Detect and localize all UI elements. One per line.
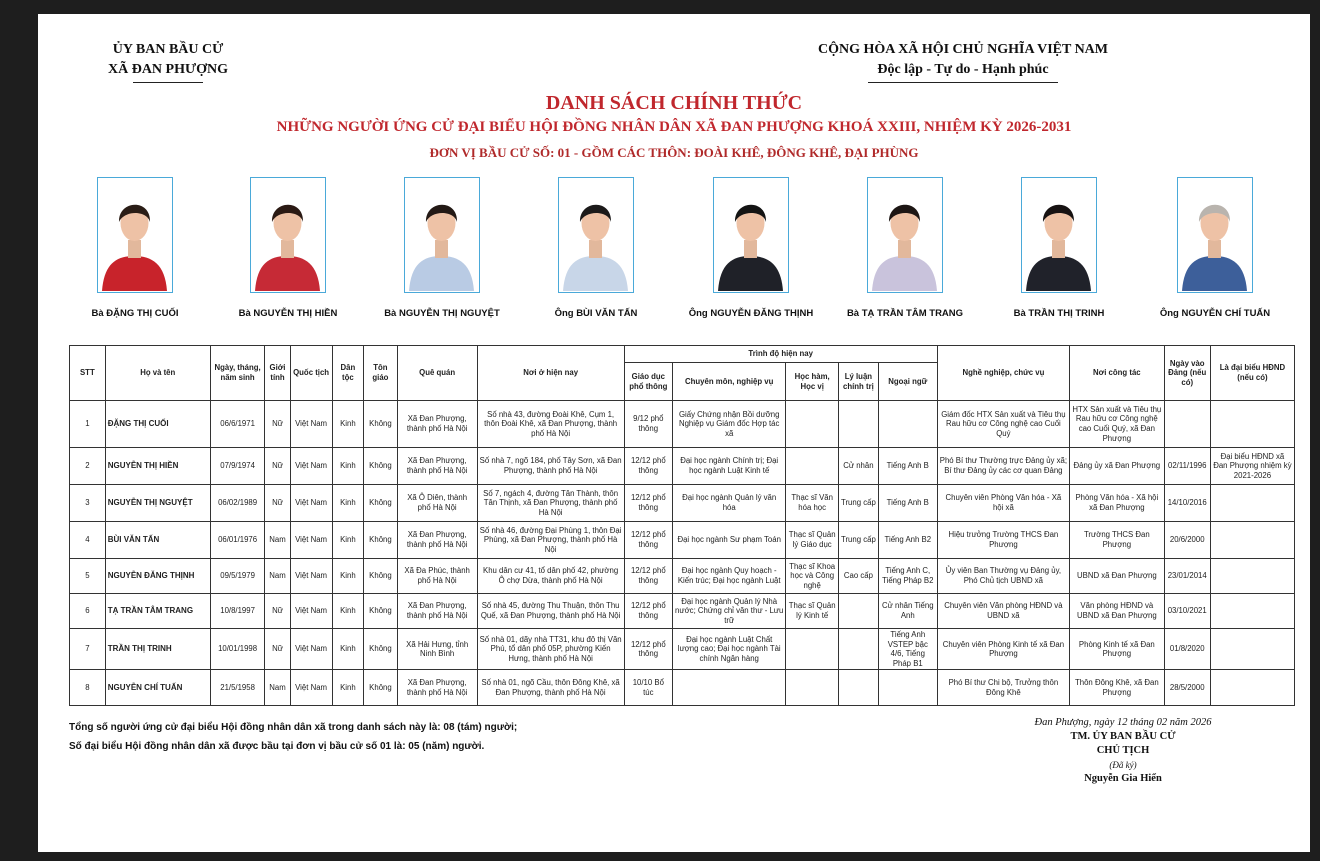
candidate-photo bbox=[1021, 177, 1097, 293]
th-party-date: Ngày vào Đảng (nếu có) bbox=[1164, 346, 1210, 401]
cell-job: Phó Bí thư Thường trực Đảng ủy xã; Bí thư Đảng ủy các cơ quan Đảng bbox=[937, 448, 1069, 485]
cell-gender: Nam bbox=[265, 559, 290, 594]
signer-title-1: TM. ỦY BAN BẦU CỬ bbox=[1070, 731, 1176, 742]
cell-party-date: 23/01/2014 bbox=[1164, 559, 1210, 594]
cell-party-date: 03/10/2021 bbox=[1164, 594, 1210, 629]
table-row bbox=[70, 448, 1295, 485]
th-name: Họ và tên bbox=[105, 346, 210, 401]
cell-residence: Số nhà 01, dãy nhà TT31, khu đô thị Văn Phú, tổ dân phố 05P, phường Kiến Hưng, thành phố Hà Nội bbox=[477, 629, 624, 670]
cell-religion: Không bbox=[364, 594, 398, 629]
cell-general-edu: 10/10 Bổ túc bbox=[624, 670, 672, 706]
candidate-photo bbox=[250, 177, 326, 293]
cell-party-date: 20/6/2000 bbox=[1164, 522, 1210, 559]
cell-general-edu: 12/12 phổ thông bbox=[624, 594, 672, 629]
cell-political: Cử nhân bbox=[838, 448, 878, 485]
cell-specialty bbox=[672, 670, 785, 706]
th-education-group: Trình độ hiện nay bbox=[624, 346, 937, 363]
cell-specialty: Đại học ngành Sư phạm Toán bbox=[672, 522, 785, 559]
cell-stt: 5 bbox=[70, 559, 106, 594]
cell-job: Chuyên viên Văn phòng HĐND và UBND xã bbox=[937, 594, 1069, 629]
issuer-line-2: XÃ ĐAN PHƯỢNG bbox=[107, 62, 229, 77]
candidate-photo bbox=[404, 177, 480, 293]
cell-nationality: Việt Nam bbox=[290, 594, 332, 629]
seats-note: Số đại biểu Hội đồng nhân dân xã được bầu tại đơn vị bầu cử số 01 là: 05 (năm) người. bbox=[69, 741, 485, 752]
cell-hometown: Xã Hải Hưng, tỉnh Ninh Bình bbox=[397, 629, 477, 670]
cell-nationality: Việt Nam bbox=[290, 629, 332, 670]
th-dob: Ngày, tháng, năm sinh bbox=[210, 346, 265, 401]
candidate-card bbox=[1140, 177, 1290, 319]
cell-dob: 21/5/1958 bbox=[210, 670, 265, 706]
cell-dob: 10/01/1998 bbox=[210, 629, 265, 670]
cell-ethnicity: Kinh bbox=[332, 594, 364, 629]
candidate-caption: Bà TẠ TRẦN TÂM TRANG bbox=[846, 308, 964, 319]
issuer-underline bbox=[133, 82, 203, 83]
candidate-card bbox=[367, 177, 517, 319]
cell-delegate bbox=[1210, 594, 1294, 629]
th-specialty: Chuyên môn, nghiệp vụ bbox=[672, 363, 785, 401]
document-subtitle: NHỮNG NGƯỜI ỨNG CỬ ĐẠI BIỂU HỘI ĐỒNG NHÂN DÂN XÃ ĐAN PHƯỢNG KHOÁ XXIII, NHIỆM KỲ 2026-2031 bbox=[276, 119, 1072, 135]
signer-name: Nguyễn Gia Hiển bbox=[1084, 773, 1162, 784]
cell-nationality: Việt Nam bbox=[290, 559, 332, 594]
electoral-unit: ĐƠN VỊ BẦU CỬ SỐ: 01 - GỒM CÁC THÔN: ĐOÀI KHÊ, ĐÔNG KHÊ, ĐẠI PHÙNG bbox=[429, 145, 919, 160]
cell-general-edu: 12/12 phổ thông bbox=[624, 559, 672, 594]
cell-stt: 1 bbox=[70, 401, 106, 448]
cell-degree: Thạc sĩ Quản lý Giáo dục bbox=[786, 522, 839, 559]
cell-degree: Thạc sĩ Quản lý Kinh tế bbox=[786, 594, 839, 629]
cell-residence: Số nhà 01, ngõ Cầu, thôn Đông Khê, xã Đan Phượng, thành phố Hà Nội bbox=[477, 670, 624, 706]
th-language: Ngoại ngữ bbox=[878, 363, 937, 401]
place-date: Đan Phượng, ngày 12 tháng 02 năm 2026 bbox=[1034, 717, 1212, 728]
cell-language: Tiếng Anh B bbox=[878, 485, 937, 522]
cell-job: Giám đốc HTX Sản xuất và Tiêu thụ Rau hữu cơ Công nghệ cao Cuối Quý bbox=[937, 401, 1069, 448]
cell-hometown: Xã Đan Phượng, thành phố Hà Nội bbox=[397, 522, 477, 559]
cell-hometown: Xã Đan Phượng, thành phố Hà Nội bbox=[397, 670, 477, 706]
cell-residence: Số nhà 7, ngõ 184, phố Tây Sơn, xã Đan Phượng, thành phố Hà Nội bbox=[477, 448, 624, 485]
cell-name: NGUYỄN ĐĂNG THỊNH bbox=[105, 559, 210, 594]
cell-political: Trung cấp bbox=[838, 485, 878, 522]
cell-gender: Nữ bbox=[265, 629, 290, 670]
cell-political bbox=[838, 594, 878, 629]
cell-residence: Số nhà 45, đường Thu Thuận, thôn Thu Quế, xã Đan Phượng, thành phố Hà Nội bbox=[477, 594, 624, 629]
candidate-card bbox=[521, 177, 671, 319]
cell-degree bbox=[786, 448, 839, 485]
cell-general-edu: 12/12 phổ thông bbox=[624, 485, 672, 522]
cell-political bbox=[838, 629, 878, 670]
cell-specialty: Đại học ngành Quản lý văn hóa bbox=[672, 485, 785, 522]
cell-name: TRẦN THỊ TRINH bbox=[105, 629, 210, 670]
cell-party-date: 01/8/2020 bbox=[1164, 629, 1210, 670]
cell-political: Trung cấp bbox=[838, 522, 878, 559]
table-row bbox=[70, 401, 1295, 448]
cell-gender: Nữ bbox=[265, 485, 290, 522]
cell-general-edu: 12/12 phổ thông bbox=[624, 448, 672, 485]
cell-workplace: Văn phòng HĐND và UBND xã Đan Phượng bbox=[1070, 594, 1165, 629]
cell-dob: 06/01/1976 bbox=[210, 522, 265, 559]
cell-general-edu: 9/12 phổ thông bbox=[624, 401, 672, 448]
cell-workplace: UBND xã Đan Phượng bbox=[1070, 559, 1165, 594]
candidate-caption: Bà NGUYỄN THỊ HIỀN bbox=[238, 308, 338, 319]
cell-hometown: Xã Đan Phượng, thành phố Hà Nội bbox=[397, 448, 477, 485]
cell-nationality: Việt Nam bbox=[290, 522, 332, 559]
cell-gender: Nam bbox=[265, 522, 290, 559]
candidate-caption: Bà ĐẶNG THỊ CUỐI bbox=[91, 308, 179, 319]
cell-job: Chuyên viên Phòng Kinh tế xã Đan Phượng bbox=[937, 629, 1069, 670]
cell-ethnicity: Kinh bbox=[332, 485, 364, 522]
cell-ethnicity: Kinh bbox=[332, 522, 364, 559]
cell-religion: Không bbox=[364, 670, 398, 706]
candidate-table bbox=[69, 345, 1295, 706]
cell-language: Tiếng Anh B bbox=[878, 448, 937, 485]
candidate-card bbox=[830, 177, 980, 319]
table-row bbox=[70, 485, 1295, 522]
cell-job: Phó Bí thư Chi bộ, Trưởng thôn Đông Khê bbox=[937, 670, 1069, 706]
cell-political bbox=[838, 401, 878, 448]
table-row bbox=[70, 522, 1295, 559]
cell-delegate bbox=[1210, 401, 1294, 448]
national-header bbox=[798, 40, 1128, 83]
table-row bbox=[70, 559, 1295, 594]
cell-dob: 10/8/1997 bbox=[210, 594, 265, 629]
cell-political bbox=[838, 670, 878, 706]
cell-hometown: Xã Đan Phượng, thành phố Hà Nội bbox=[397, 594, 477, 629]
cell-language: Cử nhân Tiếng Anh bbox=[878, 594, 937, 629]
cell-specialty: Đại học ngành Quản lý Nhà nước; Chứng chỉ văn thư - Lưu trữ bbox=[672, 594, 785, 629]
cell-delegate bbox=[1210, 670, 1294, 706]
cell-dob: 09/5/1979 bbox=[210, 559, 265, 594]
cell-language bbox=[878, 670, 937, 706]
signed-note: (Đã ký) bbox=[1109, 760, 1137, 770]
th-ethnicity: Dân tộc bbox=[332, 346, 364, 401]
summary-notes bbox=[69, 718, 517, 756]
cell-language: Tiếng Anh C, Tiếng Pháp B2 bbox=[878, 559, 937, 594]
th-job: Nghề nghiệp, chức vụ bbox=[937, 346, 1069, 401]
candidate-photo bbox=[97, 177, 173, 293]
cell-name: ĐẶNG THỊ CUỐI bbox=[105, 401, 210, 448]
cell-residence: Số nhà 43, đường Đoài Khê, Cụm 1, thôn Đoài Khê, xã Đan Phượng, thành phố Hà Nội bbox=[477, 401, 624, 448]
candidate-photo bbox=[713, 177, 789, 293]
cell-stt: 6 bbox=[70, 594, 106, 629]
cell-workplace: Trường THCS Đan Phượng bbox=[1070, 522, 1165, 559]
cell-religion: Không bbox=[364, 629, 398, 670]
total-candidates-note: Tổng số người ứng cử đại biểu Hội đồng nhân dân xã trong danh sách này là: 08 (tám) người; bbox=[69, 722, 518, 733]
cell-nationality: Việt Nam bbox=[290, 448, 332, 485]
cell-religion: Không bbox=[364, 448, 398, 485]
cell-degree: Thạc sĩ Khoa học và Công nghệ bbox=[786, 559, 839, 594]
cell-dob: 07/9/1974 bbox=[210, 448, 265, 485]
cell-stt: 3 bbox=[70, 485, 106, 522]
cell-gender: Nữ bbox=[265, 594, 290, 629]
cell-residence: Số 7, ngách 4, đường Tân Thành, thôn Tân Thịnh, xã Đan Phượng, thành phố Hà Nội bbox=[477, 485, 624, 522]
cell-religion: Không bbox=[364, 522, 398, 559]
candidate-card bbox=[60, 177, 210, 319]
th-stt: STT bbox=[70, 346, 106, 401]
cell-delegate bbox=[1210, 485, 1294, 522]
cell-ethnicity: Kinh bbox=[332, 401, 364, 448]
cell-gender: Nữ bbox=[265, 401, 290, 448]
motto-underline bbox=[868, 82, 1058, 83]
cell-workplace: HTX Sản xuất và Tiêu thụ Rau hữu cơ Công nghệ cao Cuối Quý, xã Đan Phượng bbox=[1070, 401, 1165, 448]
cell-name: NGUYỄN CHÍ TUẤN bbox=[105, 670, 210, 706]
th-religion: Tôn giáo bbox=[364, 346, 398, 401]
candidate-photo bbox=[558, 177, 634, 293]
candidate-caption: Ông BÙI VĂN TẤN bbox=[554, 308, 638, 319]
national-title: CỘNG HÒA XÃ HỘI CHỦ NGHĨA VIỆT NAM bbox=[817, 42, 1108, 57]
table-row bbox=[70, 594, 1295, 629]
cell-hometown: Xã Đa Phúc, thành phố Hà Nội bbox=[397, 559, 477, 594]
cell-stt: 8 bbox=[70, 670, 106, 706]
cell-workplace: Phòng Kinh tế xã Đan Phượng bbox=[1070, 629, 1165, 670]
cell-delegate: Đại biểu HĐND xã Đan Phượng nhiệm kỳ 2021-2026 bbox=[1210, 448, 1294, 485]
candidate-caption: Ông NGUYỄN ĐĂNG THỊNH bbox=[688, 308, 814, 319]
cell-party-date: 28/5/2000 bbox=[1164, 670, 1210, 706]
cell-stt: 4 bbox=[70, 522, 106, 559]
cell-degree bbox=[786, 629, 839, 670]
cell-language: Tiếng Anh VSTEP bậc 4/6, Tiếng Pháp B1 bbox=[878, 629, 937, 670]
national-motto: Độc lập - Tự do - Hạnh phúc bbox=[877, 62, 1049, 77]
issuer-header bbox=[98, 40, 238, 83]
th-general-edu: Giáo dục phổ thông bbox=[624, 363, 672, 401]
cell-degree bbox=[786, 401, 839, 448]
candidate-card bbox=[213, 177, 363, 319]
th-political: Lý luận chính trị bbox=[838, 363, 878, 401]
cell-dob: 06/6/1971 bbox=[210, 401, 265, 448]
candidate-caption: Bà NGUYỄN THỊ NGUYỆT bbox=[384, 308, 500, 319]
cell-political: Cao cấp bbox=[838, 559, 878, 594]
cell-general-edu: 12/12 phổ thông bbox=[624, 629, 672, 670]
issuer-line-1: ỦY BAN BẦU CỬ bbox=[112, 42, 224, 57]
th-degree: Học hàm, Học vị bbox=[786, 363, 839, 401]
candidate-photo bbox=[867, 177, 943, 293]
th-residence: Nơi ở hiện nay bbox=[477, 346, 624, 401]
cell-degree: Thạc sĩ Văn hóa học bbox=[786, 485, 839, 522]
candidate-caption: Ông NGUYỄN CHÍ TUẤN bbox=[1159, 308, 1271, 319]
candidate-photo bbox=[1177, 177, 1253, 293]
cell-job: Hiệu trưởng Trường THCS Đan Phượng bbox=[937, 522, 1069, 559]
th-hometown: Quê quán bbox=[397, 346, 477, 401]
th-nationality: Quốc tịch bbox=[290, 346, 332, 401]
candidate-card bbox=[984, 177, 1134, 319]
cell-workplace: Phòng Văn hóa - Xã hội xã Đan Phượng bbox=[1070, 485, 1165, 522]
th-gender: Giới tính bbox=[265, 346, 290, 401]
cell-job: Ủy viên Ban Thường vụ Đảng ủy, Phó Chủ tịch UBND xã bbox=[937, 559, 1069, 594]
cell-name: BÙI VĂN TẤN bbox=[105, 522, 210, 559]
cell-stt: 2 bbox=[70, 448, 106, 485]
cell-name: TẠ TRẦN TÂM TRANG bbox=[105, 594, 210, 629]
cell-job: Chuyên viên Phòng Văn hóa - Xã hội xã bbox=[937, 485, 1069, 522]
cell-ethnicity: Kinh bbox=[332, 629, 364, 670]
candidate-caption: Bà TRẦN THỊ TRINH bbox=[1013, 308, 1105, 319]
cell-nationality: Việt Nam bbox=[290, 670, 332, 706]
cell-residence: Số nhà 46, đường Đại Phùng 1, thôn Đại Phùng, xã Đan Phượng, thành phố Hà Nội bbox=[477, 522, 624, 559]
cell-name: NGUYỄN THỊ HIỀN bbox=[105, 448, 210, 485]
cell-gender: Nữ bbox=[265, 448, 290, 485]
cell-hometown: Xã Ô Diên, thành phố Hà Nội bbox=[397, 485, 477, 522]
cell-degree bbox=[786, 670, 839, 706]
cell-hometown: Xã Đan Phượng, thành phố Hà Nội bbox=[397, 401, 477, 448]
cell-workplace: Đảng ủy xã Đan Phượng bbox=[1070, 448, 1165, 485]
cell-party-date: 14/10/2016 bbox=[1164, 485, 1210, 522]
cell-specialty: Đại học ngành Luật Chất lượng cao; Đại học ngành Tài chính Ngân hàng bbox=[672, 629, 785, 670]
th-delegate: Là đại biểu HĐND (nếu có) bbox=[1210, 346, 1294, 401]
cell-name: NGUYỄN THỊ NGUYỆT bbox=[105, 485, 210, 522]
cell-religion: Không bbox=[364, 559, 398, 594]
cell-ethnicity: Kinh bbox=[332, 448, 364, 485]
cell-ethnicity: Kinh bbox=[332, 559, 364, 594]
cell-party-date: 02/11/1996 bbox=[1164, 448, 1210, 485]
signer-title-2: CHỦ TỊCH bbox=[1096, 745, 1150, 756]
signature-block bbox=[998, 716, 1248, 786]
cell-specialty: Giấy Chứng nhận Bồi dưỡng Nghiệp vụ Giám đốc Hợp tác xã bbox=[672, 401, 785, 448]
document-title: DANH SÁCH CHÍNH THỨC bbox=[545, 92, 803, 114]
cell-nationality: Việt Nam bbox=[290, 401, 332, 448]
candidate-card bbox=[676, 177, 826, 319]
cell-religion: Không bbox=[364, 485, 398, 522]
cell-gender: Nam bbox=[265, 670, 290, 706]
cell-ethnicity: Kinh bbox=[332, 670, 364, 706]
cell-delegate bbox=[1210, 522, 1294, 559]
cell-stt: 7 bbox=[70, 629, 106, 670]
cell-workplace: Thôn Đông Khê, xã Đan Phượng bbox=[1070, 670, 1165, 706]
cell-language: Tiếng Anh B2 bbox=[878, 522, 937, 559]
cell-language bbox=[878, 401, 937, 448]
table-row bbox=[70, 629, 1295, 670]
cell-delegate bbox=[1210, 559, 1294, 594]
cell-nationality: Việt Nam bbox=[290, 485, 332, 522]
table-row bbox=[70, 670, 1295, 706]
document-page bbox=[38, 14, 1310, 852]
cell-specialty: Đại học ngành Chính trị; Đại học ngành Luật Kinh tế bbox=[672, 448, 785, 485]
cell-party-date bbox=[1164, 401, 1210, 448]
cell-general-edu: 12/12 phổ thông bbox=[624, 522, 672, 559]
cell-religion: Không bbox=[364, 401, 398, 448]
cell-specialty: Đại học ngành Quy hoạch - Kiến trúc; Đại học ngành Luật bbox=[672, 559, 785, 594]
cell-residence: Khu dân cư 41, tổ dân phố 42, phường Ô chợ Dừa, thành phố Hà Nội bbox=[477, 559, 624, 594]
cell-delegate bbox=[1210, 629, 1294, 670]
cell-dob: 06/02/1989 bbox=[210, 485, 265, 522]
th-workplace: Nơi công tác bbox=[1070, 346, 1165, 401]
